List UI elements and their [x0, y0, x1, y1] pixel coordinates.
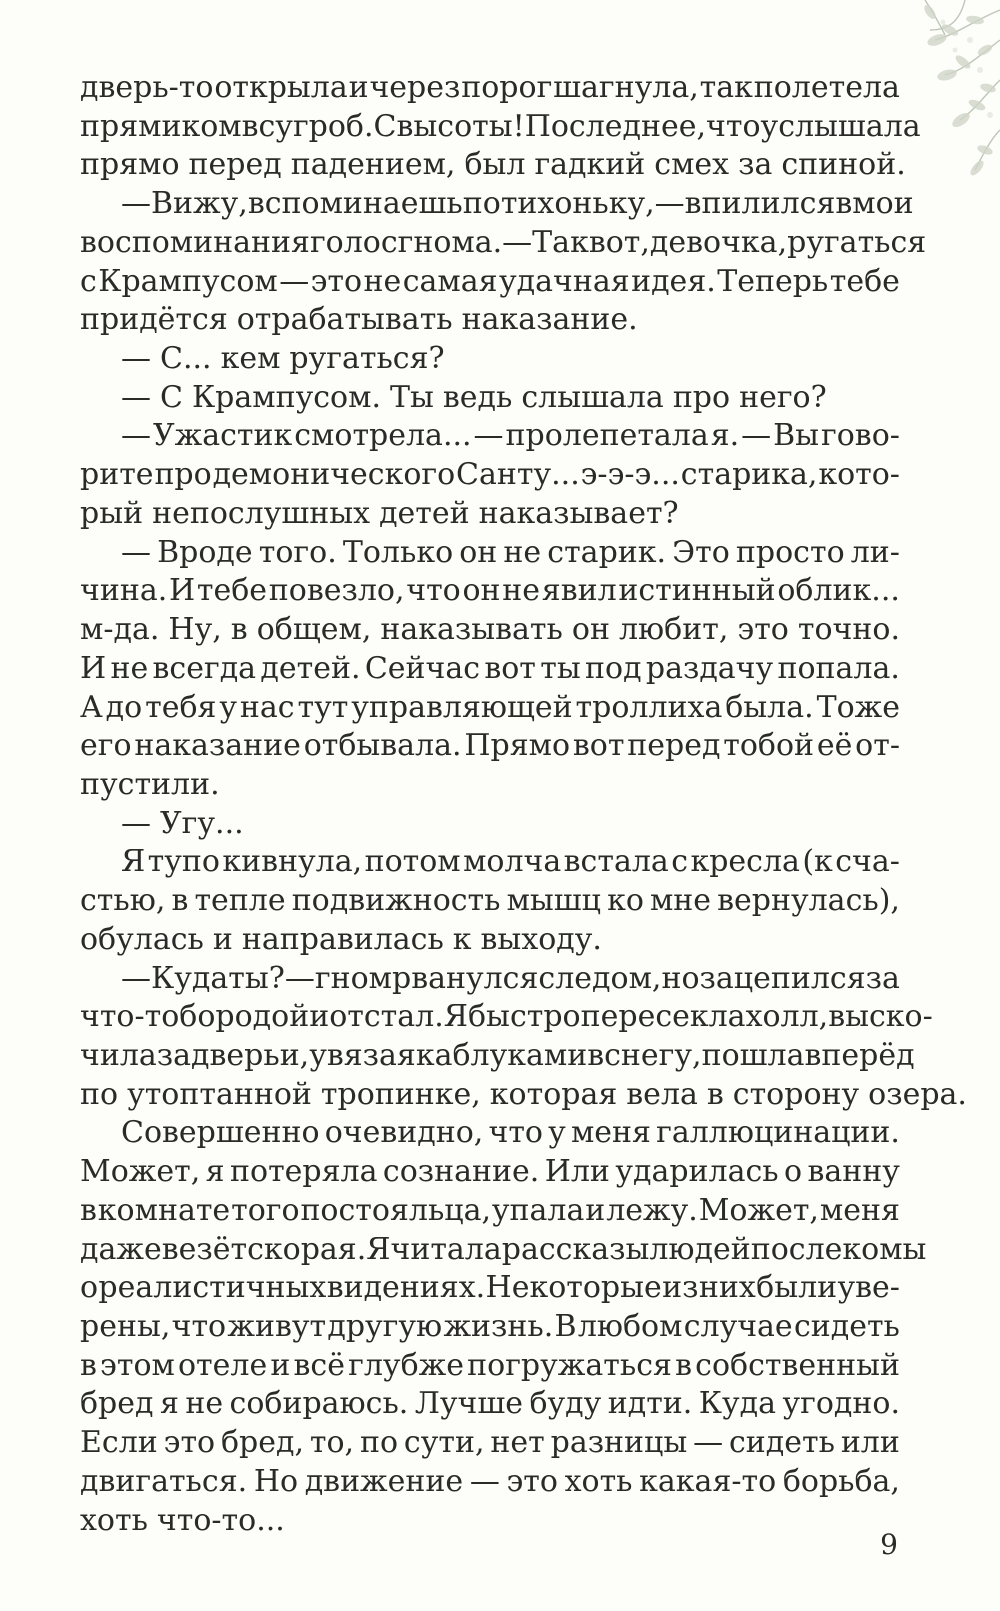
text-line: — Угу... — [121, 805, 244, 841]
text-line: чина. И тебе повезло, что он не явил истинный облик... — [80, 573, 900, 609]
text-line: — Ужастик смотрела... — пролепетала я. — Вы гово- — [121, 418, 900, 454]
text-line: рены, что живут другую жизнь. В любом случае сидеть — [80, 1309, 900, 1344]
text-line: прямиком в сугроб. С высоты! Последнее, что услышала — [80, 108, 921, 144]
text-line: рый непослушных детей наказывает? — [80, 495, 679, 531]
text-line: — С... кем ругаться? — [121, 341, 445, 377]
text-line: даже везёт скорая. Я читала рассказы людей после комы — [80, 1231, 927, 1267]
text-line: стью, в тепле подвижность мышц ко мне вернулась), — [80, 883, 900, 919]
text-line: Я тупо кивнула, потом молча встала с кресла (к сча- — [121, 844, 900, 880]
text-line: — Куда ты? — гном рванулся следом, но зацепился за — [121, 960, 900, 996]
text-line: придётся отрабатывать наказание. — [80, 302, 638, 338]
text-line: Если это бред, то, по сути, нет разницы — сидеть или — [80, 1425, 900, 1461]
text-line: хоть что-то... — [80, 1502, 285, 1538]
text-line: чила за дверь и, увязая каблуками в снегу, пошла вперёд — [80, 1037, 915, 1073]
text-line: бред я не собираюсь. Лучше буду идти. Куда угодно. — [80, 1386, 900, 1422]
text-line: — Вроде того. Только он не старик. Это просто ли- — [121, 534, 900, 570]
text-line: в этом отеле и всё глубже погружаться в собственный — [80, 1347, 900, 1383]
text-line: с Крампусом — это не самая удачная идея. Теперь тебе — [80, 263, 900, 299]
text-line: в комнате того постояльца, упала и лежу. Может, меня — [80, 1192, 900, 1228]
text-line: дверь-то открыла и через порог шагнула, так полетела — [80, 70, 900, 105]
text-line: о реалистичных видениях. Некоторые из них были уве- — [80, 1270, 900, 1306]
text-line: по утоптанной тропинке, которая вела в сторону озера. — [80, 1076, 967, 1112]
text-line: Может, я потеряла сознание. Или ударилась о ванну — [80, 1154, 900, 1190]
text-line: И не всегда детей. Сейчас вот ты под раздачу попала. — [80, 650, 900, 686]
text-line: А до тебя у нас тут управляющей троллиха была. Тоже — [80, 689, 900, 725]
text-line: — С Крампусом. Ты ведь слышала про него? — [121, 379, 827, 415]
text-line: его наказание отбывала. Прямо вот перед тобой её от- — [80, 728, 900, 764]
text-line: рите про демонического Санту... э-э-э... старика, кото- — [80, 457, 900, 493]
text-line: — Вижу, вспоминаешь потихоньку, — впилился в мои — [121, 186, 914, 222]
text-line: Совершенно очевидно, что у меня галлюцинации. — [121, 1115, 900, 1151]
text-line: прямо перед падением, был гадкий смех за спиной. — [80, 147, 906, 183]
text-line: пустили. — [80, 766, 220, 802]
text-line: что-то бородой и отстал. Я быстро пересекла холл, выско- — [80, 999, 933, 1035]
page-number: 9 — [880, 1528, 898, 1561]
text-line: обулась и направилась к выходу. — [80, 921, 602, 957]
text-line: двигаться. Но движение — это хоть какая-то борьба, — [80, 1463, 900, 1499]
text-line: м-да. Ну, в общем, наказывать он любит, это точно. — [80, 612, 900, 648]
text-line: воспоминания голос гнома. — Так вот, девочка, ругаться — [80, 224, 927, 260]
body-text — [80, 69, 967, 1540]
